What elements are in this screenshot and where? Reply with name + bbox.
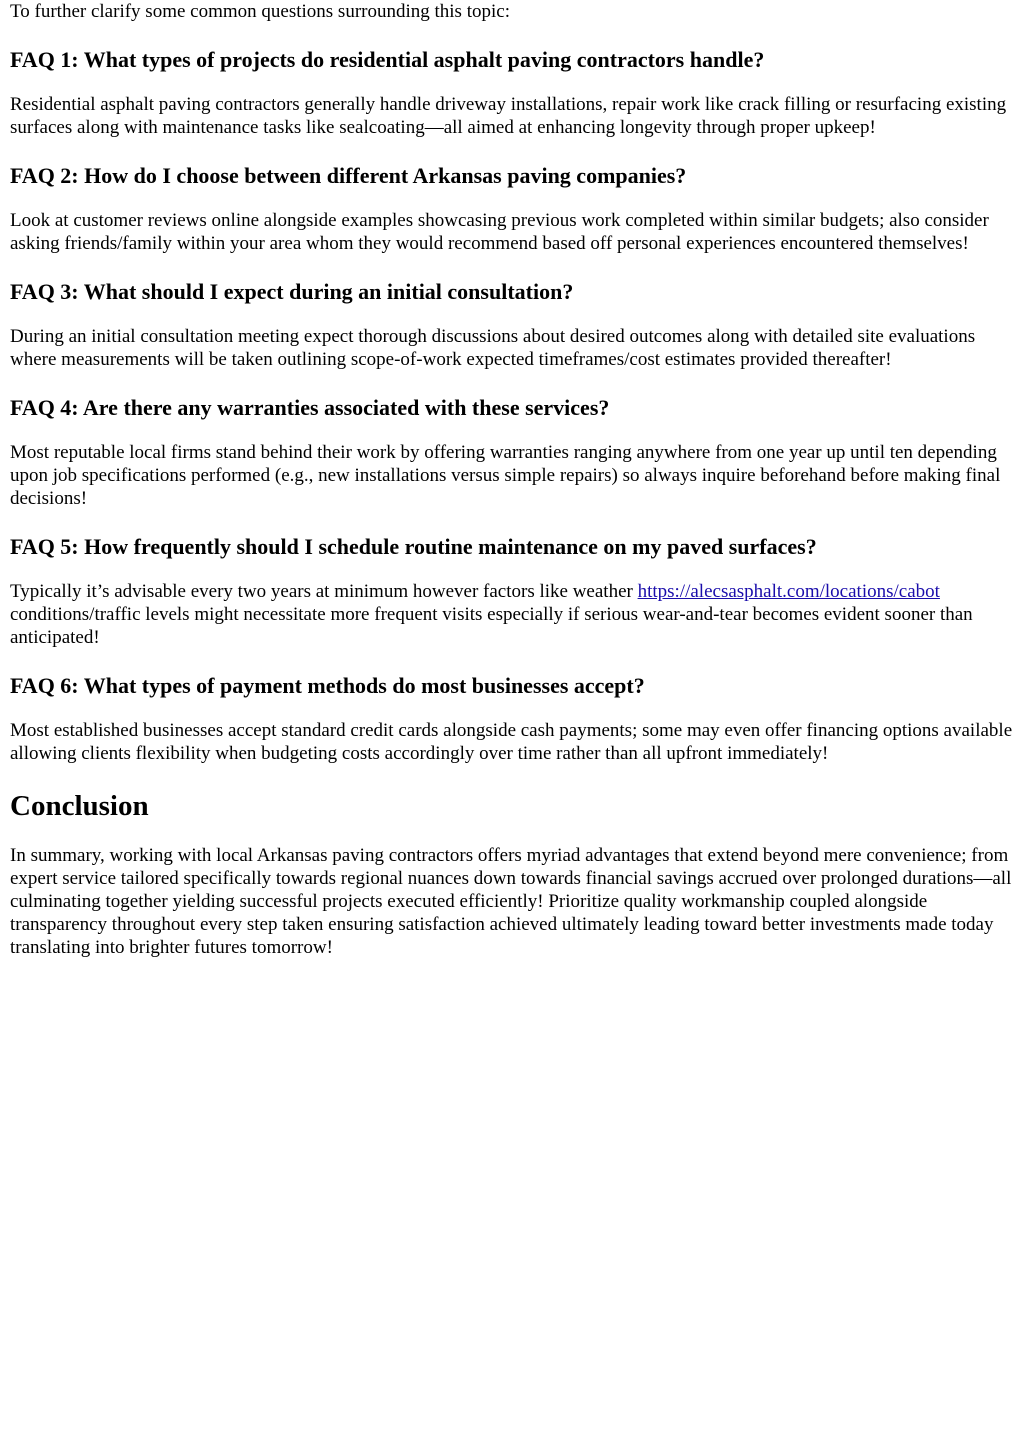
faq-5-answer-end: conditions/traffic levels might necessitate more frequent visits especially if serious wear-and-tear becomes evident sooner than anticipated! bbox=[10, 604, 973, 648]
faq-4-answer: Most reputable local firms stand behind their work by offering warranties ranging anywhere from one year up until ten depending upon job specifications performed (e.g., new installations versus simple repairs) so always inquire beforehand before making final decisions! bbox=[10, 442, 1001, 509]
intro-paragraph: To further clarify some common questions surrounding this topic: bbox=[10, 1, 510, 22]
faq-6-question: FAQ 6: What types of payment methods do most businesses accept? bbox=[10, 673, 645, 698]
faq-5-answer bbox=[10, 580, 1014, 649]
faq-2-question: FAQ 2: How do I choose between different Arkansas paving companies? bbox=[10, 163, 687, 188]
faq-2-answer: Look at customer reviews online alongside examples showcasing previous work completed within similar budgets; also consider asking friends/family within your area whom they would recommend based off personal experiences encountered themselves! bbox=[10, 210, 989, 254]
faq-3-answer: During an initial consultation meeting expect thorough discussions about desired outcomes along with detailed site evaluations where measurements will be taken outlining scope-of-work expected timeframes/cost estimates provided thereafter! bbox=[10, 326, 976, 370]
conclusion-heading: Conclusion bbox=[10, 790, 149, 822]
conclusion-paragraph: In summary, working with local Arkansas paving contractors offers myriad advantages that extend beyond mere convenience; from expert service tailored specifically towards regional nuances down towards financial savings accrued over prolonged durations—all culminating together yielding successful projects executed efficiently! Prioritize quality workmanship coupled alongside transparency throughout every step taken ensuring satisfaction achieved ultimately leading toward better investments made today translating into brighter futures tomorrow! bbox=[10, 845, 1012, 958]
cabot-location-link[interactable]: https://alecsasphalt.com/locations/cabot bbox=[637, 581, 940, 602]
faq-4-question: FAQ 4: Are there any warranties associated with these services? bbox=[10, 395, 610, 420]
faq-5-answer-start: Typically it’s advisable every two years at minimum however factors like weather bbox=[10, 581, 633, 602]
faq-1-question: FAQ 1: What types of projects do residential asphalt paving contractors handle? bbox=[10, 47, 765, 72]
faq-6-answer: Most established businesses accept standard credit cards alongside cash payments; some may even offer financing options available allowing clients flexibility when budgeting costs accordingly over time rather than all upfront immediately! bbox=[10, 720, 1013, 764]
faq-3-question: FAQ 3: What should I expect during an initial consultation? bbox=[10, 279, 574, 304]
faq-1-answer: Residential asphalt paving contractors generally handle driveway installations, repair work like crack filling or resurfacing existing surfaces along with maintenance tasks like sealcoating—all aimed at enhancing longevity through proper upkeep! bbox=[10, 94, 1007, 138]
faq-5-question: FAQ 5: How frequently should I schedule routine maintenance on my paved surfaces? bbox=[10, 534, 817, 559]
